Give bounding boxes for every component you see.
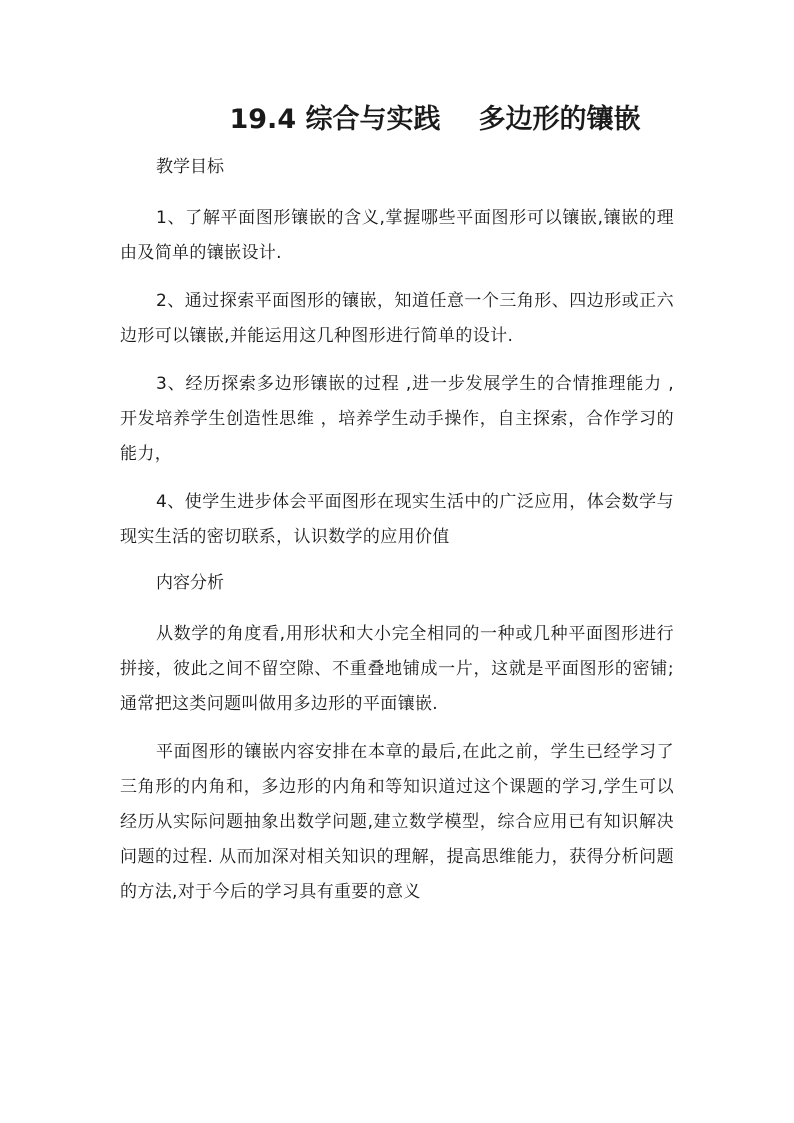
- objective-paragraph-3: 3、经历探索多边形镶嵌的过程 ,进一步发展学生的合情推理能力 ,开发培养学生创造性思维 ，培养学生动手操作，自主探索，合作学习的能力，: [120, 374, 674, 464]
- document-title: [120, 98, 674, 142]
- objective-paragraph-1: 1、了解平面图形镶嵌的含义,掌握哪些平面图形可以镶嵌,镶嵌的理由及简单的镶嵌设计.: [120, 208, 674, 263]
- title-part-2: 多边形的镶嵌: [478, 104, 641, 135]
- analysis-paragraph-2: 平面图形的镶嵌内容安排在本章的最后,在此之前，学生已经学习了三角形的内角和，多边形的内角和等知识道过这个课题的学习,学生可以经历从实际问题抽象出数学问题,建立数学模型，综合应用已有知识解决问题的过程. 从而加深对相关知识的理解，提高思维能力，获得分析问题的方法,对于今后的学习具有重要的意义: [120, 742, 674, 902]
- section-heading-content-analysis: 内容分析: [156, 573, 224, 593]
- title-part-1: 19.4 综合与实践: [229, 104, 441, 135]
- analysis-paragraph-1: 从数学的角度看,用形状和大小完全相同的一种或几种平面图形进行拼接，彼此之间不留空隙、不重叠地铺成一片，这就是平面图形的密铺;通常把这类问题叫做用多边形的平面镶嵌.: [120, 624, 674, 714]
- section-heading-objectives: 教学目标: [156, 157, 224, 177]
- objective-paragraph-2: 2、通过探索平面图形的镶嵌，知道任意一个三角形、四边形或正六边形可以镶嵌,并能运用这几种图形进行简单的设计.: [120, 291, 674, 346]
- objective-paragraph-4: 4、使学生进步体会平面图形在现实生活中的广泛应用，体会数学与现实生活的密切联系，认识数学的应用价值: [120, 492, 674, 547]
